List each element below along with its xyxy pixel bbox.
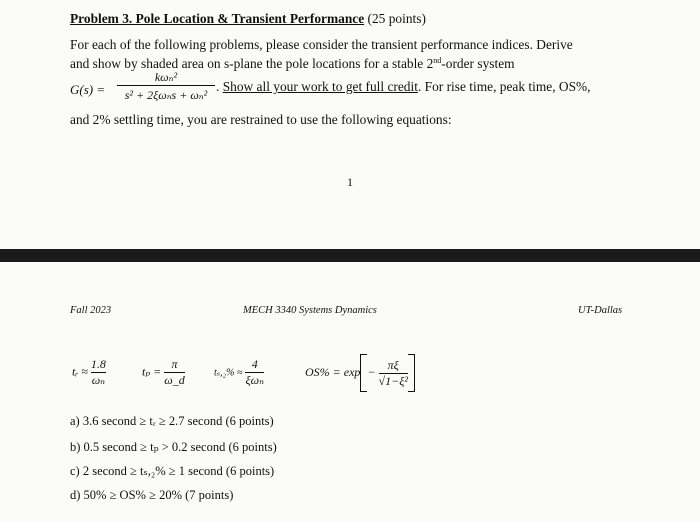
line2-superscript: nd bbox=[433, 56, 442, 65]
list-item: d) 50% ≥ OS% ≥ 20% (7 points) bbox=[70, 488, 234, 502]
tf-tail-underlined: Show all your work to get full credit bbox=[222, 79, 418, 94]
list-item: c) 2 second ≥ tₛ,₂% ≥ 1 second (6 points) bbox=[70, 464, 275, 478]
tf-tail-a: . bbox=[216, 79, 223, 94]
line2-part-b: -order system bbox=[441, 56, 515, 71]
tf-numerator: kωₙ² bbox=[154, 70, 178, 84]
ts-numerator: 4 bbox=[251, 357, 258, 371]
tp-numerator: π bbox=[171, 357, 178, 371]
list-item: a) 3.6 second ≥ tᵣ ≥ 2.7 second (6 points) bbox=[70, 414, 274, 428]
tf-fraction bbox=[117, 70, 215, 102]
header-semester: Fall 2023 bbox=[70, 305, 112, 316]
tf-denominator: s² + 2ξωₙs + ωₙ² bbox=[124, 88, 208, 102]
header-course: MECH 3340 Systems Dynamics bbox=[243, 305, 377, 316]
tf-fraction-bar bbox=[117, 85, 215, 86]
problem-points: (25 points) bbox=[364, 11, 426, 26]
os-numerator: πξ bbox=[387, 357, 399, 372]
tr-lhs: tᵣ ≈ bbox=[72, 364, 88, 379]
settling-time-equation bbox=[214, 358, 264, 387]
line2-part-a: and show by shaded area on s-plane the pole locations for a stable 2 bbox=[70, 56, 434, 71]
tp-fraction bbox=[164, 358, 184, 387]
ts-denominator: ξωₙ bbox=[245, 373, 264, 387]
problem-heading bbox=[70, 11, 426, 27]
page-2-area bbox=[0, 262, 700, 522]
ts-fraction bbox=[245, 358, 263, 387]
page-number: 1 bbox=[347, 175, 353, 189]
rise-time-equation bbox=[72, 358, 106, 387]
tf-lhs: G(s) = bbox=[70, 82, 106, 97]
tr-numerator: 1.8 bbox=[90, 357, 106, 371]
peak-time-equation bbox=[142, 358, 185, 387]
tr-fraction bbox=[91, 358, 106, 387]
os-minus: − bbox=[367, 364, 376, 379]
problem-title: Problem 3. Pole Location & Transient Performance bbox=[70, 11, 365, 26]
page-divider bbox=[0, 249, 700, 263]
os-right-bracket bbox=[408, 354, 415, 392]
header-university: UT-Dallas bbox=[578, 305, 623, 316]
cut-off-text-line bbox=[70, 514, 430, 522]
tp-denominator: ω_d bbox=[164, 373, 185, 387]
tr-denominator: ωₙ bbox=[91, 373, 106, 387]
os-fraction bbox=[379, 359, 408, 388]
os-lhs: OS% = exp bbox=[305, 364, 361, 379]
tf-tail-text bbox=[216, 79, 591, 95]
list-item: b) 0.5 second ≥ tₚ > 0.2 second (6 points) bbox=[70, 440, 277, 454]
problem-text-line-3: and 2% settling time, you are restrained to use the following equations: bbox=[70, 112, 452, 127]
tf-tail-b: . For rise time, peak time, OS%, bbox=[417, 79, 591, 94]
tp-lhs: tₚ = bbox=[142, 364, 162, 379]
problem-text-line-1: For each of the following problems, please consider the transient performance indices. Derive bbox=[70, 37, 573, 52]
os-denominator: √1−ξ² bbox=[378, 373, 408, 388]
overshoot-equation bbox=[305, 354, 415, 392]
ts-lhs: tₛ,₂% ≈ bbox=[214, 367, 243, 379]
